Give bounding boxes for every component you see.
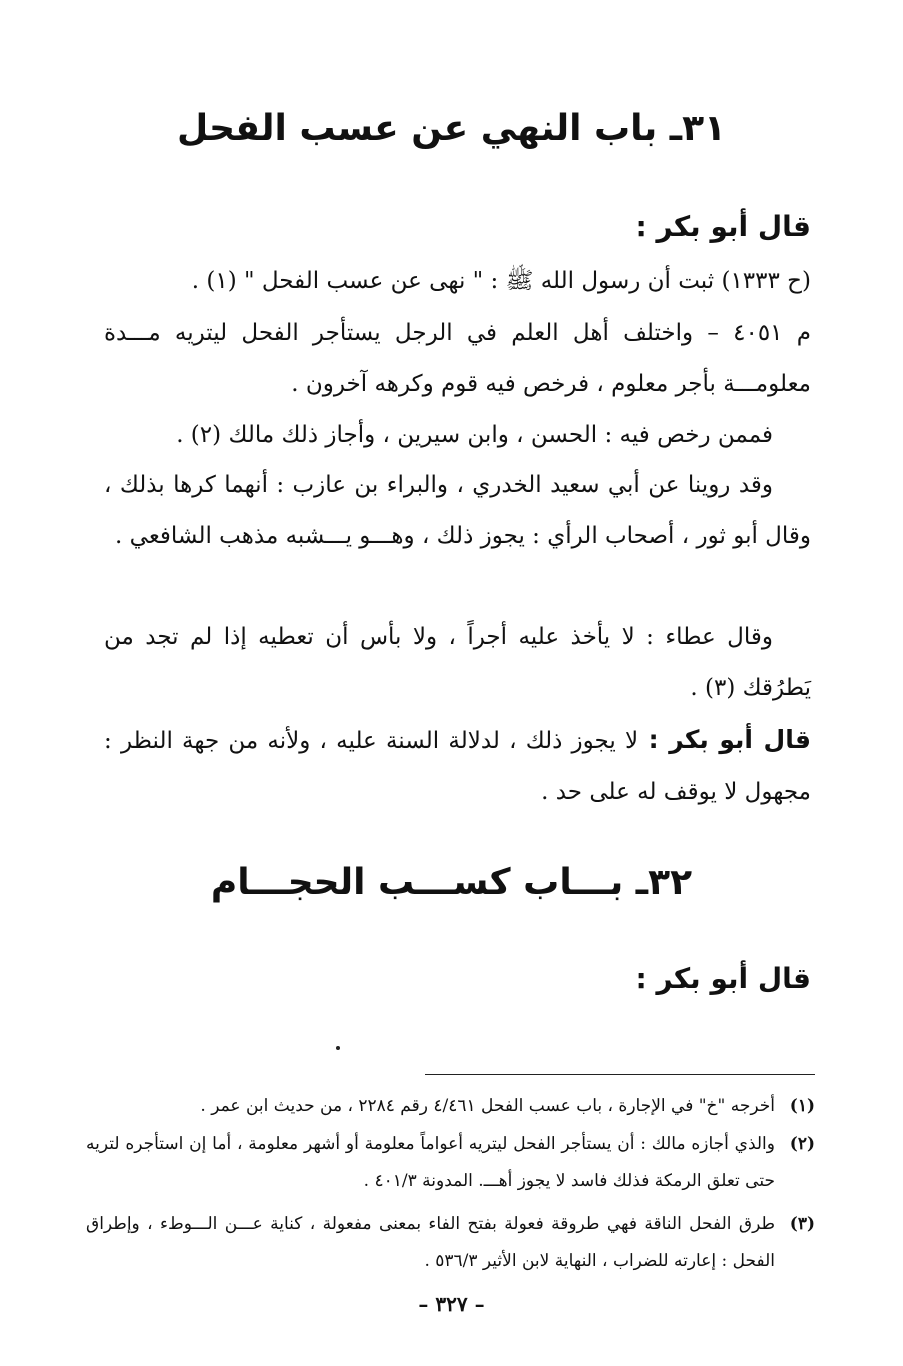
print-dot (336, 1046, 340, 1050)
conclusion-lead: قال أبو بكر : (638, 725, 811, 754)
chapter-31-title: ٣١ـ باب النهي عن عسب الفحل (176, 108, 727, 149)
footnote-1 (86, 1088, 815, 1125)
conclusion-paragraph (104, 714, 811, 818)
hadith-paragraph: (ح ١٣٣٣) ثبت أن رسول الله ﷺ : " نهى عن عسب الفحل " (١) . (191, 268, 811, 294)
footnote-2-text: والذي أجازه مالك : أن يستأجر الفحل ليتريه أعواماً معلومة أو أشهر معلومة ، أما إن استأجره لتريه حتى تعلق الرمكة فذلك فاسد لا يجوز أهـــ. المدونة ٤٠١/٣ . (86, 1134, 775, 1191)
page-number: – ٣٢٧ – (418, 1292, 485, 1316)
masala-number: م ٤٠٥١ – (693, 320, 811, 346)
conclusion-text: لا يجوز ذلك ، لدلالة السنة عليه ، ولأنه من جهة النظر : مجهول لا يوقف له على حد . (104, 728, 811, 805)
footnote-3-text: طرق الفحل الناقة فهي طروقة فعولة بفتح الفاء بمعنى مفعولة ، كناية عـــن الـــوطء ، وإطراق الفحل : إعارته للضراب ، النهاية لابن الأثير ٥٣٦/٣ . (86, 1214, 775, 1271)
narration-paragraph: وقد روينا عن أبي سعيد الخدري ، والبراء بن عازب : أنهما كرها بذلك ، وقال أبو ثور ، أصحاب الرأي : يجوز ذلك ، وهـــو يـــشبه مذهب الشافعي . (104, 472, 811, 549)
footnote-2 (86, 1126, 815, 1200)
masala-text: واختلف أهل العلم في الرجل يستأجر الفحل ليتريه مـــدة معلومـــة بأجر معلوم ، فرخص فيه قوم وكرهه آخرون . (104, 320, 811, 397)
section-1-lead: قال أبو بكر : (635, 210, 811, 243)
permitters-paragraph: فممن رخص فيه : الحسن ، وابن سيرين ، وأجاز ذلك مالك (٢) . (176, 422, 773, 448)
masala-paragraph (104, 308, 811, 410)
footnote-1-number: (١) (789, 1096, 815, 1116)
footnote-3 (86, 1206, 815, 1280)
section-2-lead: قال أبو بكر : (635, 962, 811, 995)
chapter-32-title: ٣٢ـ بـــاب كســـب الحجـــام (210, 862, 693, 903)
footnote-separator (425, 1074, 815, 1075)
footnote-2-number: (٢) (789, 1134, 815, 1154)
footnote-1-text: أخرجه "خ" في الإجارة ، باب عسب الفحل ٤/٤٦١ رقم ٢٢٨٤ ، من حديث ابن عمر . (200, 1096, 775, 1116)
footnote-3-number: (٣) (789, 1214, 815, 1234)
ata-paragraph: وقال عطاء : لا يأخذ عليه أجراً ، ولا بأس أن تعطيه إذا لم تجد من يَطرُقك (٣) . (104, 624, 811, 701)
